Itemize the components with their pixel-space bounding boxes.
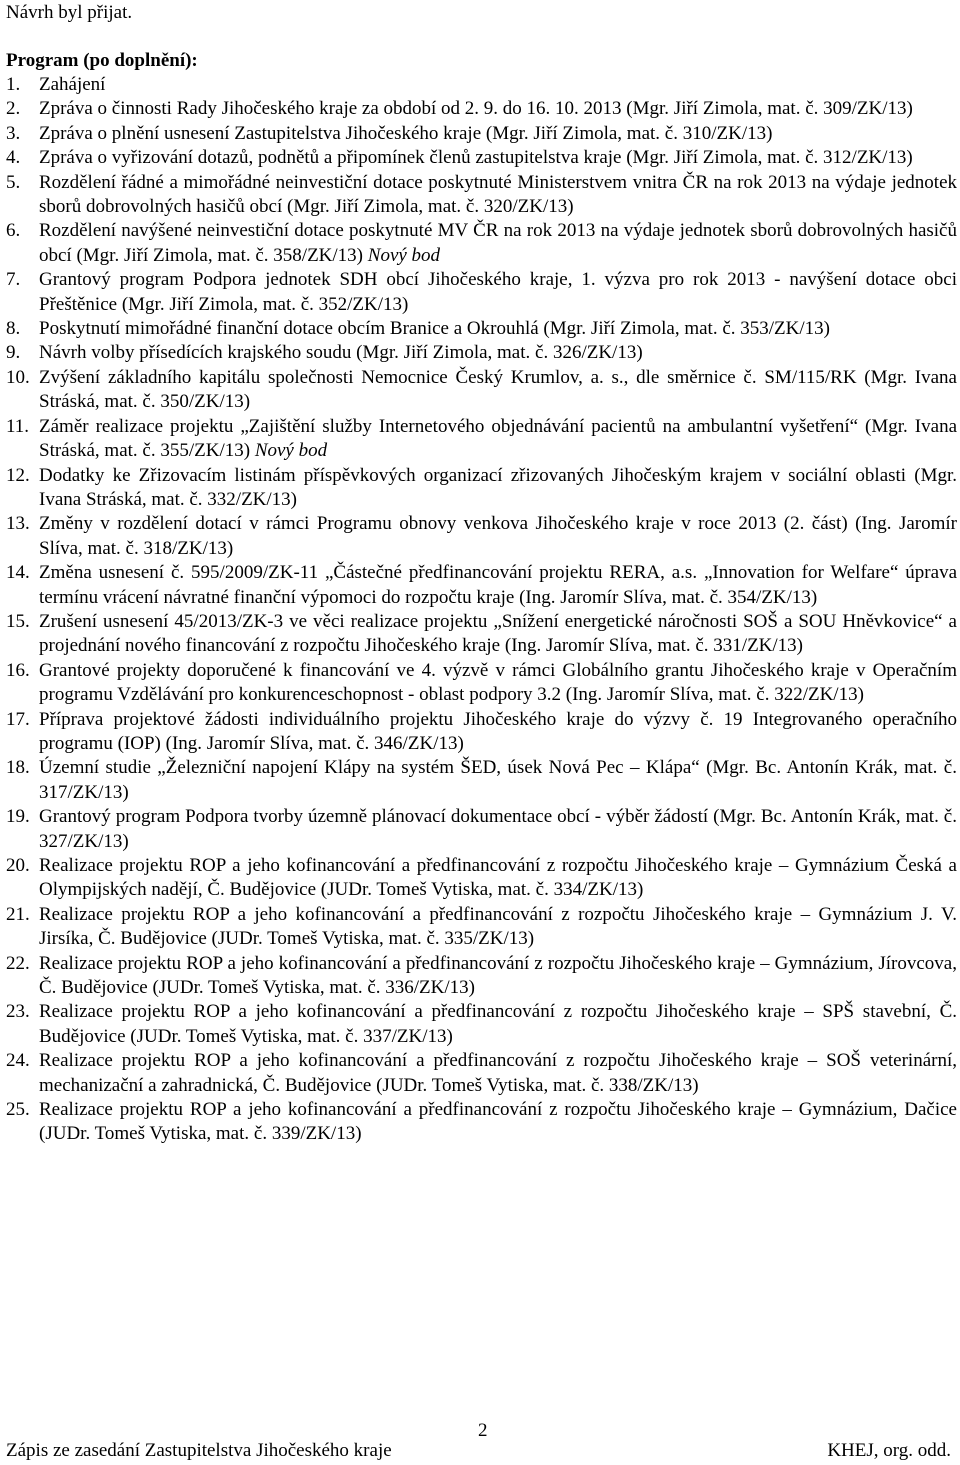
document-page	[6, 0, 957, 1147]
agenda-item	[6, 122, 957, 146]
agenda-item-number: 4.	[6, 147, 21, 169]
agenda-list	[6, 73, 957, 1147]
agenda-item-number: 21.	[6, 903, 30, 925]
agenda-item-number: 19.	[6, 806, 30, 828]
agenda-item-number: 1.	[6, 74, 21, 95]
agenda-item-text: Územní studie „Železniční napojení Klápy na systém ŠED, úsek Nová Pec – Klápa“ (Mgr. Bc. Antonín Krák, mat. č. 317/ZK/13)	[39, 757, 957, 803]
agenda-item-number: 3.	[6, 122, 21, 144]
agenda-item	[6, 97, 957, 121]
agenda-item	[6, 610, 957, 659]
agenda-item-text: Grantový program Podpora tvorby územně plánovací dokumentace obcí - výběr žádostí (Mgr. Bc. Antonín Krák, mat. č. 327/ZK/13)	[39, 806, 957, 852]
agenda-item-text: Zrušení usnesení 45/2013/ZK-3 ve věci realizace projektu „Snížení energetické náročnosti SOŠ a SOU Hněvkovice“ a projednání nového financování z rozpočtu Jihočeského kraje (Ing. Jaromír Slíva, mat. č. 331/ZK/13)	[39, 610, 957, 657]
agenda-item-number: 11.	[6, 415, 30, 437]
agenda-item-text: Zpráva o vyřizování dotazů, podnětů a připomínek členů zastupitelstva kraje (Mgr. Jiří Zimola, mat. č. 312/ZK/13)	[39, 147, 913, 169]
agenda-item-text: Změna usnesení č. 595/2009/ZK-11 „Částečné předfinancování projektu RERA, a.s. „Innovation for Welfare“ úprava termínu vrácení návratné finanční výpomoci do rozpočtu kraje (Ing. Jaromír Slíva, mat. č. 354/ZK/13)	[39, 562, 957, 608]
agenda-item-number: 13.	[6, 513, 30, 535]
agenda-item	[6, 903, 957, 952]
agenda-item	[6, 268, 957, 317]
agenda-item-text: Grantové projekty doporučené k financování ve 4. výzvě v rámci Globálního grantu Jihočeského kraje v Operačním programu Vzdělávání pro konkurenceschopnost - oblast podpory 3.2 (Ing. Jaromír Slíva, mat. č. 322/ZK/13)	[39, 659, 957, 706]
agenda-item	[6, 561, 957, 610]
agenda-item-number: 22.	[6, 952, 30, 974]
agenda-item-number: 9.	[6, 342, 21, 364]
agenda-item-number: 6.	[6, 220, 21, 242]
agenda-item	[6, 659, 957, 708]
agenda-item-number: 14.	[6, 562, 30, 584]
agenda-item-text: Realizace projektu ROP a jeho kofinancování a předfinancování z rozpočtu Jihočeského kraje – SPŠ stavební, Č. Budějovice (JUDr. Tomeš Vytiska, mat. č. 337/ZK/13)	[39, 1001, 957, 1047]
agenda-item-number: 23.	[6, 1001, 30, 1023]
agenda-item-text: Zvýšení základního kapitálu společnosti Nemocnice Český Krumlov, a. s., dle směrnice č. SM/115/RK (Mgr. Ivana Stráská, mat. č. 350/ZK/13)	[39, 366, 957, 413]
agenda-item	[6, 219, 957, 268]
footer-right-text: KHEJ, org. odd.	[827, 1440, 951, 1461]
agenda-item-text: Dodatky ke Zřizovacím listinám příspěvkových organizací zřizovaných Jihočeským krajem v sociální oblasti (Mgr. Ivana Stráská, mat. č. 332/ZK/13)	[39, 464, 957, 510]
agenda-item-number: 25.	[6, 1099, 30, 1121]
footer-left-text: Zápis ze zasedání Zastupitelstva Jihočeského kraje	[6, 1440, 392, 1461]
agenda-item-number: 8.	[6, 318, 21, 340]
agenda-item-text: Realizace projektu ROP a jeho kofinancování a předfinancování z rozpočtu Jihočeského kraje – Gymnázium Česká a Olympijských nadějí, Č. Budějovice (JUDr. Tomeš Vytiska, mat. č. 334/ZK/13)	[39, 855, 957, 901]
page-number: 2	[478, 1420, 488, 1441]
agenda-item	[6, 854, 957, 903]
agenda-item-text: Záměr realizace projektu „Zajištění služby Internetového objednávání pacientů na ambulantní vyšetření“ (Mgr. Ivana Stráská, mat. č. 355/ZK/13)	[39, 415, 957, 462]
agenda-item	[6, 1000, 957, 1049]
agenda-item-text: Grantový program Podpora jednotek SDH obcí Jihočeského kraje, 1. výzva pro rok 2013 - navýšení dotace obci Přeštěnice (Mgr. Jiří Zimola, mat. č. 352/ZK/13)	[39, 269, 957, 315]
agenda-item-number: 20.	[6, 855, 30, 876]
agenda-item	[6, 1049, 957, 1098]
agenda-item-text: Poskytnutí mimořádné finanční dotace obcím Branice a Okrouhlá (Mgr. Jiří Zimola, mat. č. 353/ZK/13)	[39, 318, 830, 340]
agenda-item-text: Realizace projektu ROP a jeho kofinancování a předfinancování z rozpočtu Jihočeského kraje – Gymnázium, Dačice (JUDr. Tomeš Vytiska, mat. č. 339/ZK/13)	[39, 1099, 957, 1145]
agenda-item-text: Rozdělení navýšené neinvestiční dotace poskytnuté MV ČR na rok 2013 na výdaje jednotek sborů dobrovolných hasičů obcí (Mgr. Jiří Zimola, mat. č. 358/ZK/13)	[39, 220, 957, 266]
agenda-item-number: 15.	[6, 610, 30, 632]
agenda-item-number: 17.	[6, 708, 30, 730]
page-footer	[6, 1420, 951, 1462]
agenda-item	[6, 73, 957, 97]
agenda-item	[6, 171, 957, 220]
agenda-item-number: 24.	[6, 1050, 30, 1072]
agenda-item	[6, 1098, 957, 1147]
agenda-item-text: Zahájení	[39, 74, 106, 95]
agenda-item-text: Realizace projektu ROP a jeho kofinancování a předfinancování z rozpočtu Jihočeského kraje – SOŠ veterinární, mechanizační a zahradnická, Č. Budějovice (JUDr. Tomeš Vytiska, mat. č. 338/ZK/13)	[39, 1050, 957, 1096]
agenda-item	[6, 805, 957, 854]
agenda-item	[6, 146, 957, 170]
agenda-item-text: Návrh volby přísedících krajského soudu (Mgr. Jiří Zimola, mat. č. 326/ZK/13)	[39, 342, 643, 364]
agenda-item-number: 10.	[6, 366, 30, 388]
agenda-item-text: Zpráva o činnosti Rady Jihočeského kraje za období od 2. 9. do 16. 10. 2013 (Mgr. Jiří Zimola, mat. č. 309/ZK/13)	[39, 98, 913, 120]
agenda-item	[6, 317, 957, 341]
agenda-item	[6, 708, 957, 757]
agenda-item-number: 2.	[6, 98, 21, 120]
new-item-note: Nový bod	[254, 440, 328, 462]
agenda-item-text: Rozdělení řádné a mimořádné neinvestiční dotace poskytnuté Ministerstvem vnitra ČR na rok 2013 na výdaje jednotek sborů dobrovolných hasičů obcí (Mgr. Jiří Zimola, mat. č. 320/ZK/13)	[39, 171, 957, 218]
agenda-item-text: Příprava projektové žádosti individuálního projektu Jihočeského kraje do výzvy č. 19 Integrovaného operačního programu (IOP) (Ing. Jaromír Slíva, mat. č. 346/ZK/13)	[39, 708, 957, 754]
new-item-note: Nový bod	[367, 244, 441, 266]
agenda-item-number: 7.	[6, 269, 21, 291]
agenda-item-number: 5.	[6, 171, 21, 193]
agenda-item-text: Změny v rozdělení dotací v rámci Programu obnovy venkova Jihočeského kraje v roce 2013 (2. část) (Ing. Jaromír Slíva, mat. č. 318/ZK/13)	[39, 513, 957, 559]
agenda-item	[6, 366, 957, 415]
agenda-item	[6, 756, 957, 805]
agenda-item-text: Realizace projektu ROP a jeho kofinancování a předfinancování z rozpočtu Jihočeského kraje – Gymnázium J. V. Jirsíka, Č. Budějovice (JUDr. Tomeš Vytiska, mat. č. 335/ZK/13)	[39, 903, 957, 950]
program-heading: Program (po doplnění):	[6, 50, 198, 71]
agenda-item-text: Realizace projektu ROP a jeho kofinancování a předfinancování z rozpočtu Jihočeského kraje – Gymnázium, Jírovcova, Č. Budějovice (JUDr. Tomeš Vytiska, mat. č. 336/ZK/13)	[39, 952, 957, 999]
agenda-item-number: 18.	[6, 757, 30, 779]
agenda-item	[6, 464, 957, 513]
agenda-item	[6, 952, 957, 1001]
agenda-item	[6, 341, 957, 365]
agenda-item-text: Zpráva o plnění usnesení Zastupitelstva Jihočeského kraje (Mgr. Jiří Zimola, mat. č. 310/ZK/13)	[39, 122, 773, 144]
intro-text: Návrh byl přijat.	[6, 2, 133, 23]
agenda-item-number: 16.	[6, 659, 30, 681]
agenda-item	[6, 415, 957, 464]
agenda-item	[6, 512, 957, 561]
agenda-item-number: 12.	[6, 464, 30, 486]
